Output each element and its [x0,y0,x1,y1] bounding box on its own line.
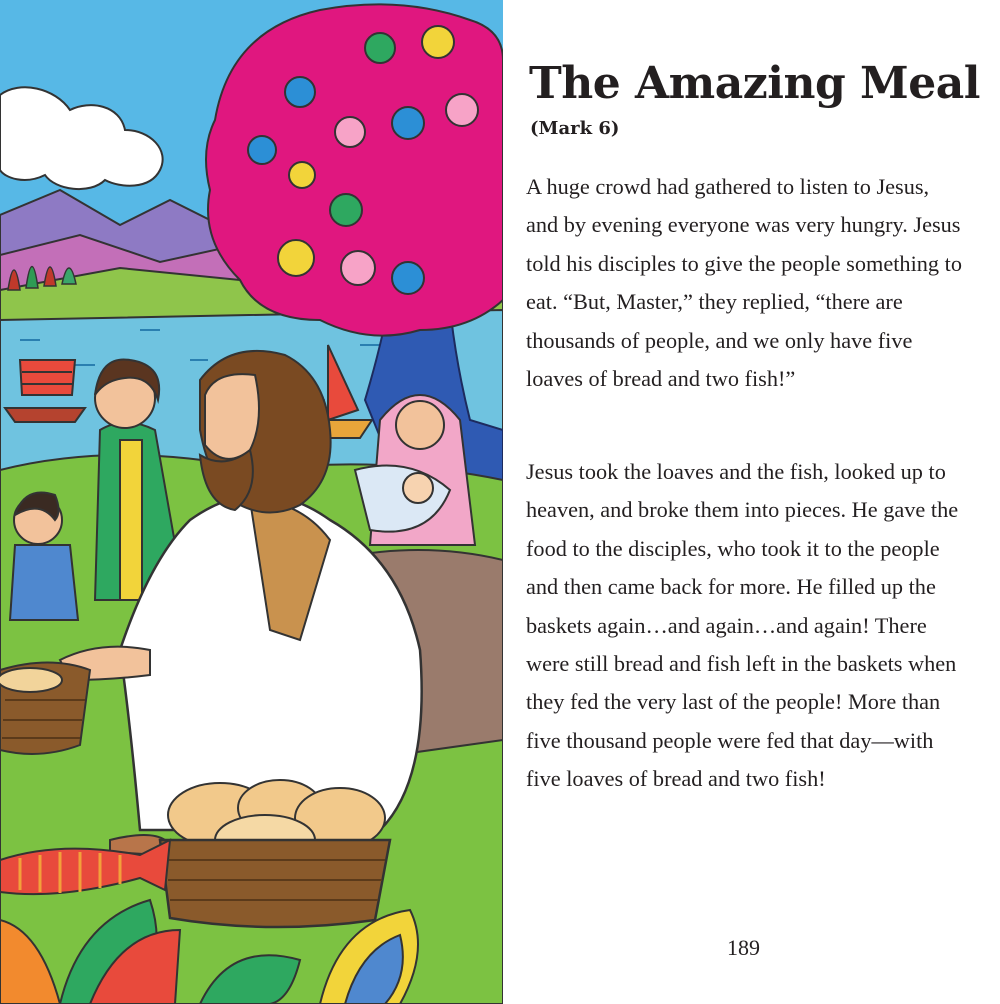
page-number: 189 [727,935,760,960]
tree-canopy [206,4,503,335]
story-title: The Amazing Meal [529,58,980,109]
text-page [503,0,1000,1004]
story-paragraph: A huge crowd had gathered to listen to Jesus, and by evening everyone was very hungry. Jesus told his disciples to give the people something to eat. “But, Master,” they replied, “there are thousands of people, and we only have five loaves of bread and two fish!” [526,174,962,392]
bread-basket [160,780,390,927]
scripture-reference: (Mark 6) [530,118,620,139]
left-basket [0,663,90,755]
story-paragraph: Jesus took the loaves and the fish, looked up to heaven, and broke them into pieces. He gave the food to the disciples, who took it to the people and then came back for more. He filled up the baskets again…and again…and again! There were still bread and fish left in the baskets when they fed the very last of the people! More than five thousand people were fed that day—with five loaves of bread and two fish! [526,459,959,792]
